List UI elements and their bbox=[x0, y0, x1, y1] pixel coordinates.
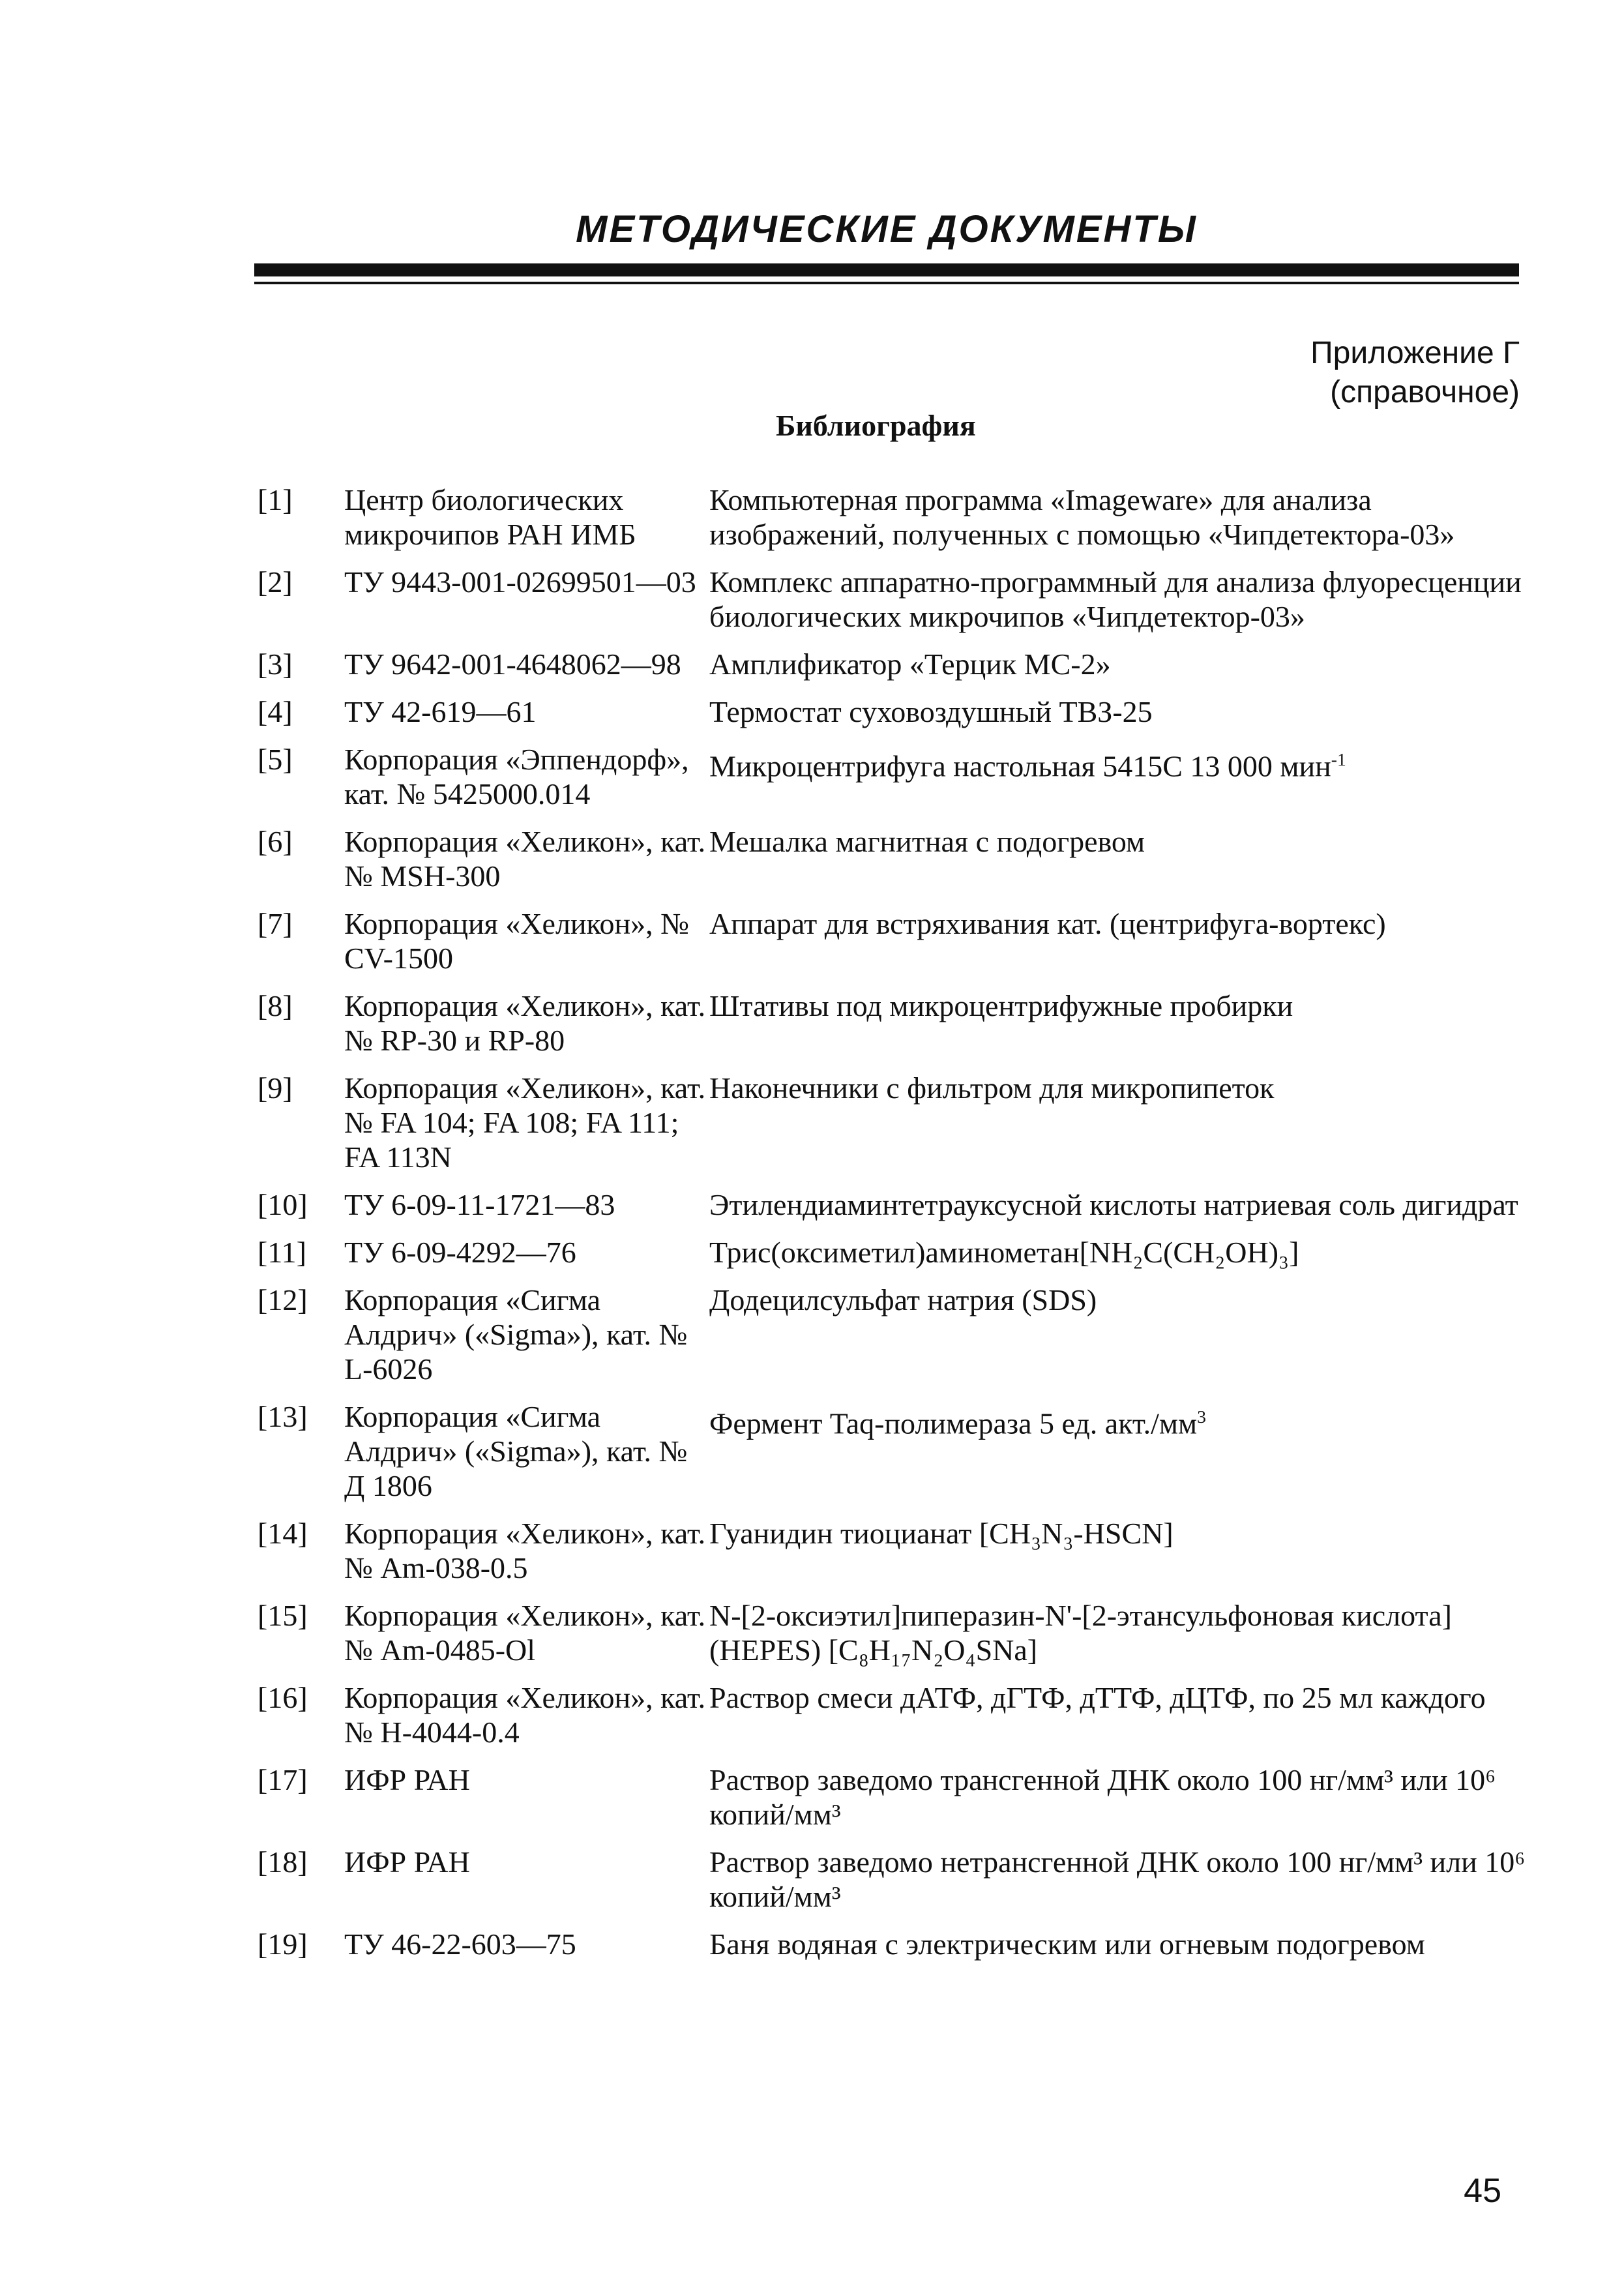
bibliography-entry bbox=[258, 1845, 1535, 1914]
entry-source: Корпорация «Эппендорф», кат. № 5425000.014 bbox=[344, 743, 689, 810]
entry-description-text: N-[2-оксиэтил]пиперазин-N'-[2-этансульфоновая кислота] (HEPES) [C₈H₁₇N₂O₄SNa] bbox=[709, 1599, 1452, 1667]
entry-description-text: Амплификатор «Терцик МС-2» bbox=[709, 647, 1111, 681]
entry-description bbox=[709, 906, 1535, 975]
bibliography-entry bbox=[258, 1762, 1535, 1832]
entry-source: Корпорация «Сигма Алдрич» («Sigma»), кат. № L-6026 bbox=[344, 1283, 688, 1386]
entry-source: ТУ 9642-001-4648062—98 bbox=[344, 647, 681, 681]
bibliography-entry bbox=[258, 1927, 1535, 1961]
entry-number: [7] bbox=[258, 907, 293, 940]
entry-number: [11] bbox=[258, 1236, 306, 1269]
bibliography-entry bbox=[258, 824, 1535, 893]
entry-number: [15] bbox=[258, 1599, 308, 1632]
bibliography-entry bbox=[258, 483, 1535, 552]
entry-number: [12] bbox=[258, 1283, 308, 1316]
entry-description bbox=[709, 694, 1535, 729]
bibliography-entry bbox=[258, 1598, 1535, 1667]
entry-description bbox=[709, 1187, 1535, 1222]
header-rule-thick bbox=[254, 263, 1519, 276]
entry-source: Центр биологических микрочипов РАН ИМБ bbox=[344, 483, 636, 551]
entry-description bbox=[709, 1762, 1535, 1832]
bibliography-list bbox=[258, 483, 1535, 1974]
entry-number: [3] bbox=[258, 647, 293, 681]
entry-description-text: Компьютерная программа «Imageware» для анализа изображений, полученных с помощью «Чипдетектора-03» bbox=[709, 483, 1455, 551]
entry-description-text: Трис(оксиметил)аминометан[NH₂C(CH₂OH)₃] bbox=[709, 1236, 1299, 1269]
entry-description bbox=[709, 742, 1535, 811]
entry-description bbox=[709, 647, 1535, 681]
page-number: 45 bbox=[1464, 2172, 1501, 2210]
entry-source: Корпорация «Хеликон», кат. № RP-30 и RP-80 bbox=[344, 989, 706, 1057]
entry-number: [10] bbox=[258, 1188, 308, 1221]
bibliography-entry bbox=[258, 1516, 1535, 1585]
entry-description-text: Мешалка магнитная с подогревом bbox=[709, 825, 1145, 858]
appendix-title: Приложение Г bbox=[1310, 336, 1520, 370]
entry-description bbox=[709, 1071, 1535, 1174]
entry-description bbox=[709, 1399, 1535, 1503]
entry-description-superscript: -1 bbox=[1331, 749, 1346, 769]
entry-description-text: Раствор заведомо трансгенной ДНК около 100 нг/мм³ или 10⁶ копий/мм³ bbox=[709, 1763, 1496, 1831]
section-header-title: МЕТОДИЧЕСКИЕ ДОКУМЕНТЫ bbox=[576, 208, 1198, 250]
entry-number: [19] bbox=[258, 1927, 308, 1961]
bibliography-entry bbox=[258, 1235, 1535, 1270]
entry-description-text: Этилендиаминтетрауксусной кислоты натриевая соль дигидрат bbox=[709, 1188, 1518, 1221]
entry-description-superscript: 3 bbox=[1197, 1406, 1206, 1427]
entry-source: Корпорация «Хеликон», кат. № H-4044-0.4 bbox=[344, 1681, 706, 1749]
entry-source: Корпорация «Хеликон», кат. № Am-038-0.5 bbox=[344, 1517, 706, 1584]
entry-description bbox=[709, 1680, 1535, 1749]
bibliography-entry bbox=[258, 1187, 1535, 1222]
entry-description bbox=[709, 1927, 1535, 1961]
entry-description bbox=[709, 1516, 1535, 1585]
entry-description-text: Гуанидин тиоцианат [CH₃N₃-HSCN] bbox=[709, 1517, 1174, 1550]
entry-description-text: Наконечники с фильтром для микропипеток bbox=[709, 1071, 1275, 1105]
bibliography-entry bbox=[258, 1680, 1535, 1749]
entry-source: ИФР РАН bbox=[344, 1845, 470, 1879]
entry-source: ТУ 42-619—61 bbox=[344, 695, 537, 728]
entry-source: Корпорация «Хеликон», кат. № MSH-300 bbox=[344, 825, 706, 893]
entry-description bbox=[709, 1283, 1535, 1386]
entry-source: Корпорация «Сигма Алдрич» («Sigma»), кат. № Д 1806 bbox=[344, 1400, 688, 1502]
entry-description bbox=[709, 565, 1535, 634]
entry-source: ТУ 6-09-11-1721—83 bbox=[344, 1188, 615, 1221]
entry-description-text: Штативы под микроцентрифужные пробирки bbox=[709, 989, 1293, 1022]
entry-number: [2] bbox=[258, 565, 293, 599]
entry-source: Корпорация «Хеликон», кат. № FA 104; FA 108; FA 111; FA 113N bbox=[344, 1071, 706, 1174]
appendix-label bbox=[1310, 334, 1520, 412]
entry-description-text: Термостат суховоздушный ТВЗ-25 bbox=[709, 695, 1153, 728]
bibliography-entry bbox=[258, 1071, 1535, 1174]
entry-number: [9] bbox=[258, 1071, 293, 1105]
bibliography-entry bbox=[258, 742, 1535, 811]
bibliography-entry bbox=[258, 647, 1535, 681]
entry-description bbox=[709, 1845, 1535, 1914]
entry-description-text: Раствор заведомо нетрансгенной ДНК около 100 нг/мм³ или 10⁶ копий/мм³ bbox=[709, 1845, 1526, 1913]
entry-source: Корпорация «Хеликон», № CV-1500 bbox=[344, 907, 690, 975]
entry-description bbox=[709, 1235, 1535, 1270]
entry-number: [1] bbox=[258, 483, 293, 516]
bibliography-entry bbox=[258, 906, 1535, 975]
appendix-subtitle: (справочное) bbox=[1330, 375, 1520, 409]
entry-number: [13] bbox=[258, 1400, 308, 1433]
entry-source: ТУ 9443-001-02699501—03 bbox=[344, 565, 696, 599]
entry-description bbox=[709, 824, 1535, 893]
bibliography-entry bbox=[258, 565, 1535, 634]
entry-number: [14] bbox=[258, 1517, 308, 1550]
entry-description bbox=[709, 483, 1535, 552]
entry-number: [5] bbox=[258, 743, 293, 776]
entry-description-text: Фермент Taq-полимераза 5 ед. акт./мм bbox=[709, 1406, 1198, 1440]
entry-number: [16] bbox=[258, 1681, 308, 1714]
entry-source: ТУ 46-22-603—75 bbox=[344, 1927, 576, 1961]
entry-description-text: Аппарат для встряхивания кат. (центрифуга-вортекс) bbox=[709, 907, 1386, 940]
entry-description bbox=[709, 989, 1535, 1058]
header-rule-thin bbox=[254, 282, 1519, 284]
bibliography-entry bbox=[258, 989, 1535, 1058]
entry-number: [17] bbox=[258, 1763, 308, 1796]
entry-description-text: Баня водяная с электрическим или огневым подогревом bbox=[709, 1927, 1425, 1961]
entry-description bbox=[709, 1598, 1535, 1667]
bibliography-entry bbox=[258, 1399, 1535, 1503]
entry-number: [18] bbox=[258, 1845, 308, 1879]
bibliography-entry bbox=[258, 694, 1535, 729]
entry-description-text: Додецилсульфат натрия (SDS) bbox=[709, 1283, 1097, 1316]
bibliography-entry bbox=[258, 1283, 1535, 1386]
entry-source: ИФР РАН bbox=[344, 1763, 470, 1796]
entry-number: [4] bbox=[258, 695, 293, 728]
entry-description-text: Раствор смеси дАТФ, дГТФ, дТТФ, дЦТФ, по 25 мл каждого bbox=[709, 1681, 1486, 1714]
entry-source: Корпорация «Хеликон», кат. № Am-0485-Ol bbox=[344, 1599, 706, 1667]
bibliography-heading: Библиография bbox=[776, 409, 976, 442]
entry-number: [8] bbox=[258, 989, 293, 1022]
entry-description-text: Микроцентрифуга настольная 5415С 13 000 мин bbox=[709, 749, 1331, 783]
entry-number: [6] bbox=[258, 825, 293, 858]
entry-source: ТУ 6-09-4292—76 bbox=[344, 1236, 576, 1269]
entry-description-text: Комплекс аппаратно-программный для анализа флуоресценции биологических микрочипов «Чипдетектор-03» bbox=[709, 565, 1522, 633]
